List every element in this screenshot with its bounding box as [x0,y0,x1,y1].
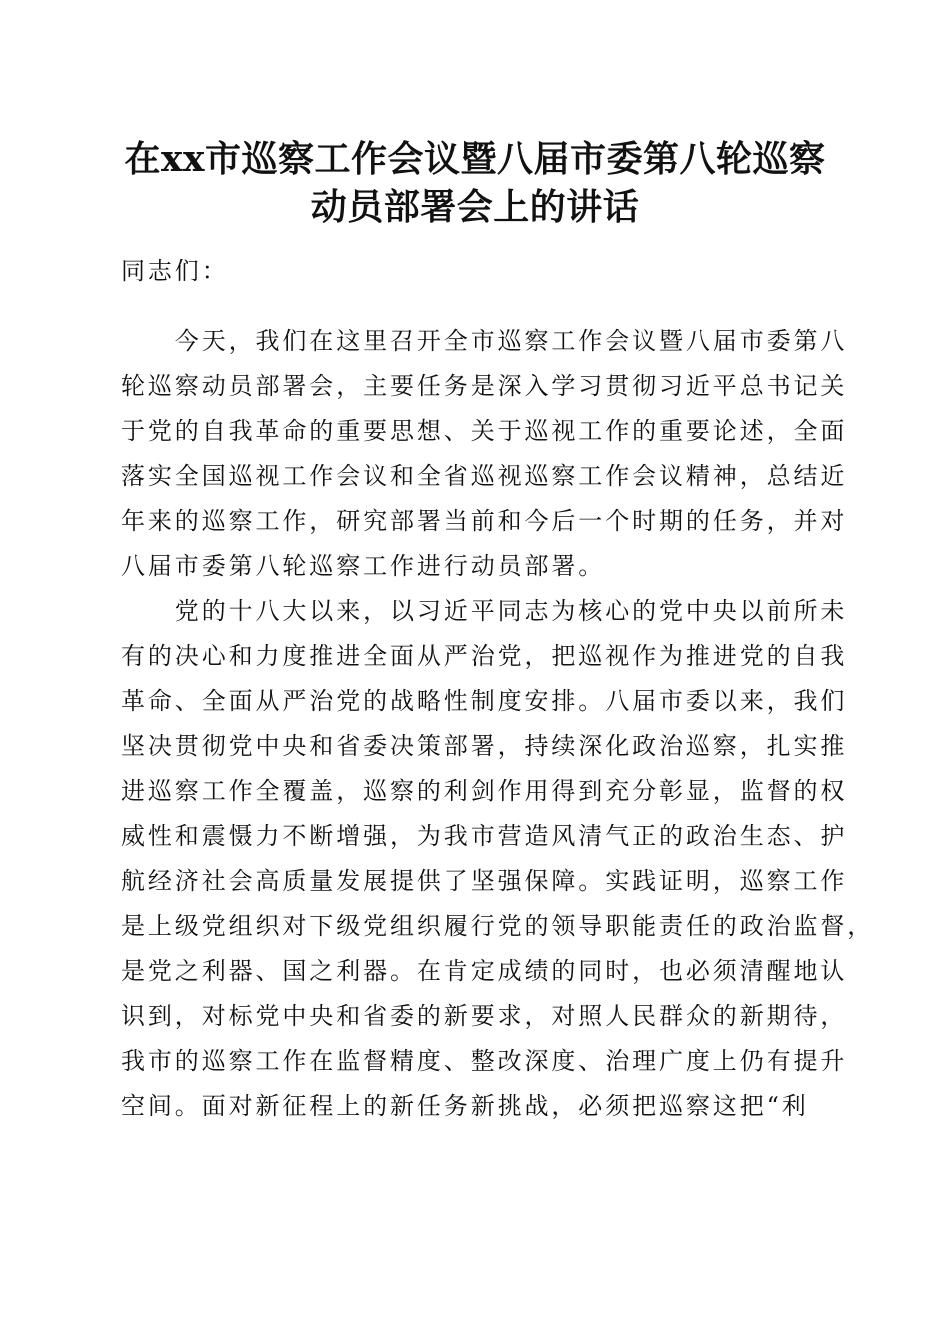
paragraph-2-line: 是党之利器、国之利器。在肯定成绩的同时，也必须清醒地认 [121,957,848,985]
paragraph-1-line: 八届市委第八轮巡察工作进行动员部署。 [121,552,606,580]
paragraph-2-line: 我市的巡察工作在监督精度、整改深度、治理广度上仍有提升 [121,1047,848,1075]
paragraph-2-line: 航经济社会高质量发展提供了坚强保障。实践证明，巡察工作 [121,867,848,895]
paragraph-2-line: 空间。面对新征程上的新任务新挑战，必须把巡察这把“利 [121,1092,809,1120]
document-title-line-2: 动员部署会上的讲话 [310,186,640,228]
paragraph-2-line: 威性和震慑力不断增强，为我市营造风清气正的政治生态、护 [121,822,848,850]
document-title-line-1: 在xx市巡察工作会议暨八届市委第八轮巡察 [124,138,826,180]
paragraph-1-line: 于党的自我革命的重要思想、关于巡视工作的重要论述，全面 [121,417,848,445]
paragraph-1-line: 今天，我们在这里召开全市巡察工作会议暨八届市委第八 [121,327,848,355]
paragraph-2-line: 识到，对标党中央和省委的新要求，对照人民群众的新期待， [121,1002,848,1030]
paragraph-2-line: 党的十八大以来，以习近平同志为核心的党中央以前所未 [121,597,848,625]
paragraph-2-line: 革命、全面从严治党的战略性制度安排。八届市委以来，我们 [121,687,848,715]
paragraph-2-line: 进巡察工作全覆盖，巡察的利剑作用得到充分彰显，监督的权 [121,777,848,805]
paragraph-2-line: 是上级党组织对下级党组织履行党的领导职能责任的政治监督， [121,912,875,940]
paragraph-2-line: 有的决心和力度推进全面从严治党，把巡视作为推进党的自我 [121,642,848,670]
paragraph-1-line: 轮巡察动员部署会，主要任务是深入学习贯彻习近平总书记关 [121,372,848,400]
paragraph-2-line: 坚决贯彻党中央和省委决策部署，持续深化政治巡察，扎实推 [121,732,848,760]
paragraph-1-line: 落实全国巡视工作会议和全省巡视巡察工作会议精神，总结近 [121,462,848,490]
greeting: 同志们： [121,257,229,285]
paragraph-1-line: 年来的巡察工作，研究部署当前和今后一个时期的任务，并对 [121,507,848,535]
